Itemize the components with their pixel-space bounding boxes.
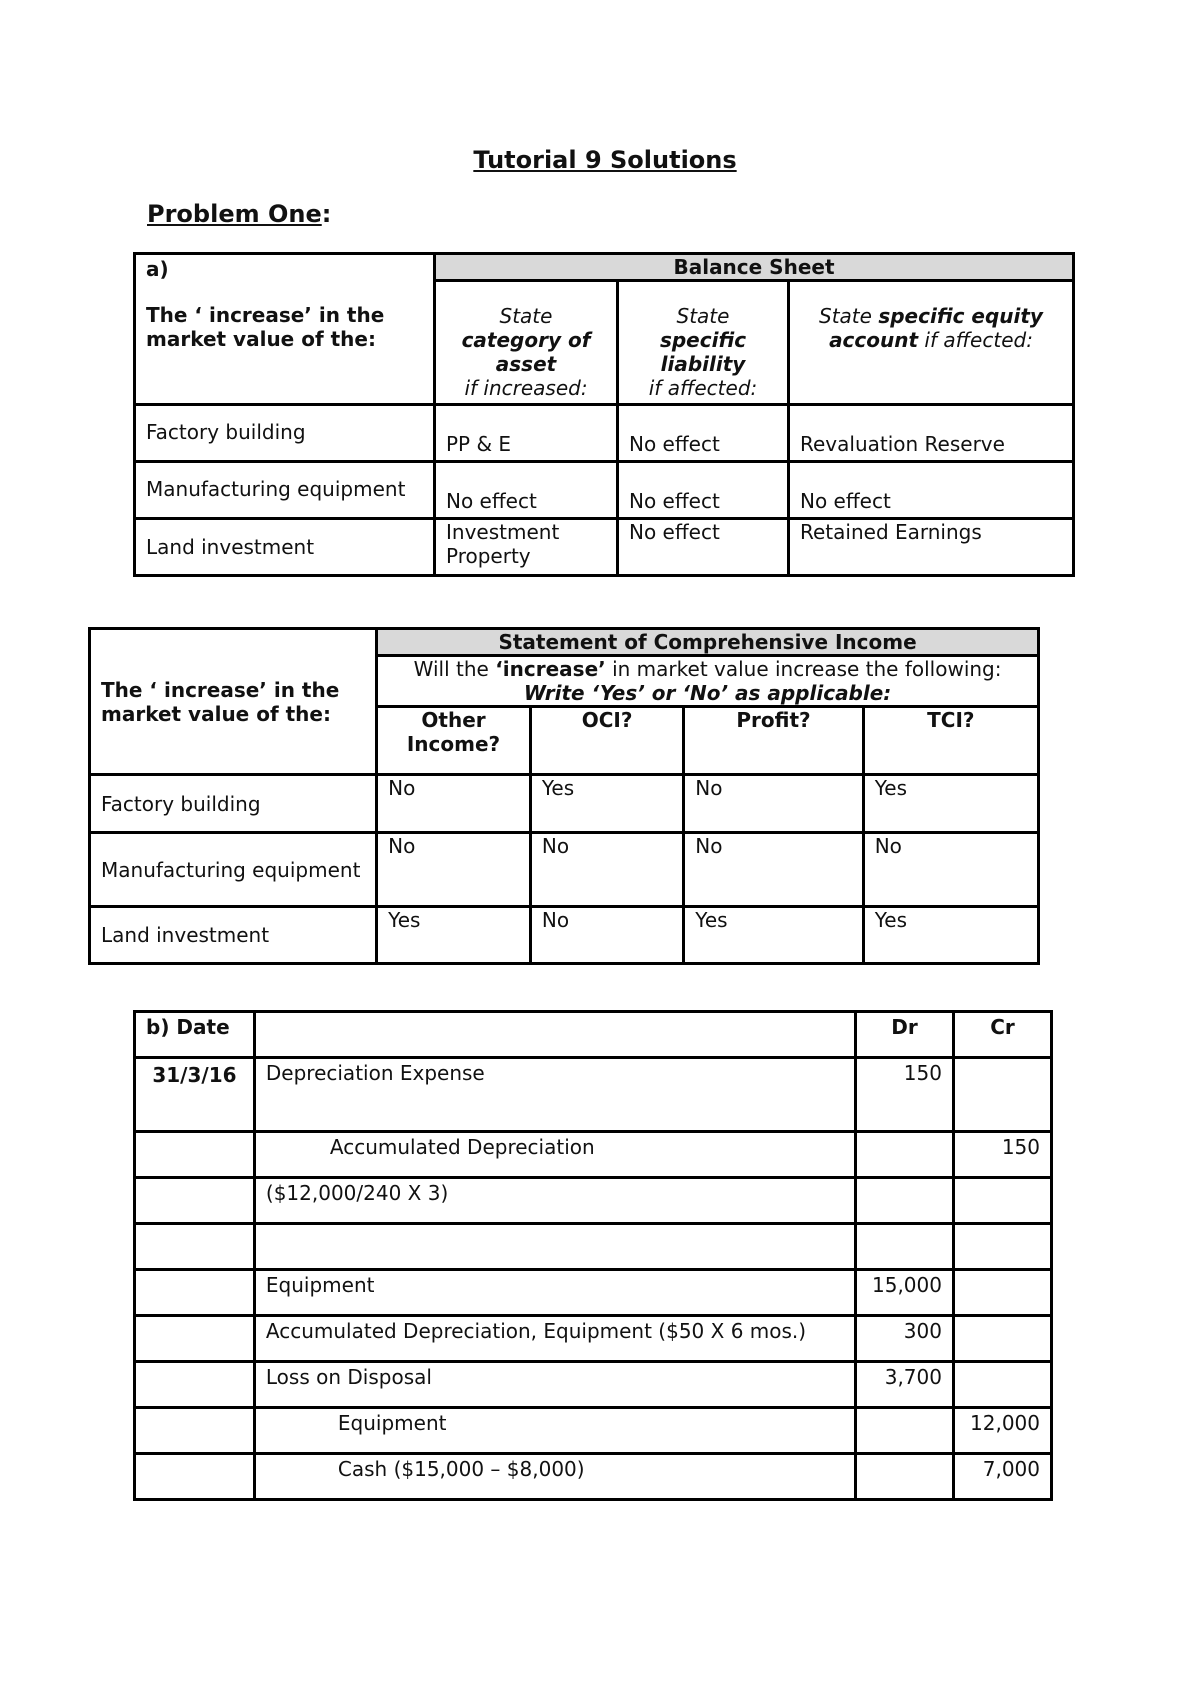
- bs-equity: Revaluation Reserve: [789, 405, 1074, 462]
- table-row: [135, 1224, 1052, 1270]
- table-row: [90, 907, 1039, 964]
- bs-asset: PP & E: [435, 405, 618, 462]
- sci-item: Manufacturing equipment: [90, 833, 377, 907]
- journal-header-row: [135, 1012, 1052, 1058]
- journal-cr: [953, 1058, 1051, 1132]
- sci-value: No: [863, 833, 1038, 907]
- sci-col-profit: Profit?: [684, 707, 863, 775]
- journal-dr: 300: [856, 1316, 954, 1362]
- journal-dr: [856, 1224, 954, 1270]
- sci-row-header: The ‘ increase’ in the market value of the:: [90, 629, 377, 775]
- journal-dr: [856, 1408, 954, 1454]
- journal-desc: Accumulated Depreciation: [254, 1132, 855, 1178]
- table-row: [135, 1362, 1052, 1408]
- journal-desc: Accumulated Depreciation, Equipment ($50 X 6 mos.): [254, 1316, 855, 1362]
- bs-col-equity: [789, 281, 1074, 405]
- table-row: [135, 1316, 1052, 1362]
- sci-value: No: [377, 775, 531, 833]
- journal-dr: 15,000: [856, 1270, 954, 1316]
- sci-value: Yes: [684, 907, 863, 964]
- bs-equity: Retained Earnings: [789, 519, 1074, 576]
- journal-desc-header: [254, 1012, 855, 1058]
- table-row: [135, 405, 1074, 462]
- journal-dr: [856, 1132, 954, 1178]
- sci-value: No: [530, 833, 683, 907]
- bs-liability: No effect: [618, 462, 789, 519]
- journal-cr: [953, 1178, 1051, 1224]
- sci-instruction: Write ‘Yes’ or ‘No’ as applicable:: [523, 681, 892, 705]
- bs-col-asset: [435, 281, 618, 405]
- journal-desc: Equipment: [254, 1408, 855, 1454]
- bs-row-header: The ‘ increase’ in the market value of the:: [146, 303, 385, 351]
- journal-date: [135, 1362, 255, 1408]
- bs-col-asset-c: if increased:: [464, 376, 588, 400]
- journal-dr: 150: [856, 1058, 954, 1132]
- bs-liability: No effect: [618, 405, 789, 462]
- journal-date: [135, 1408, 255, 1454]
- bs-col-liability-c: if affected:: [648, 376, 758, 400]
- journal-cr: 150: [953, 1132, 1051, 1178]
- bs-item: Factory building: [135, 405, 435, 462]
- table-row: [135, 519, 1074, 576]
- table-row: [90, 775, 1039, 833]
- journal-date: [135, 1132, 255, 1178]
- bs-heading: Balance Sheet: [435, 254, 1074, 281]
- journal-desc: Cash ($15,000 – $8,000): [254, 1454, 855, 1500]
- sci-value: Yes: [863, 775, 1038, 833]
- sci-value: Yes: [530, 775, 683, 833]
- table-row: [135, 1408, 1052, 1454]
- sci-item: Land investment: [90, 907, 377, 964]
- bs-liability: No effect: [618, 519, 789, 576]
- sci-question: Will the ‘increase’ in market value increase the following:: [413, 657, 1002, 681]
- table-row: [135, 1058, 1052, 1132]
- journal-desc: [254, 1224, 855, 1270]
- journal-desc: Depreciation Expense: [254, 1058, 855, 1132]
- table-row: [135, 1132, 1052, 1178]
- table-row: [135, 1270, 1052, 1316]
- journal-cr: [953, 1224, 1051, 1270]
- bs-col-asset-b: category of asset: [461, 328, 591, 376]
- journal-date: 31/3/16: [135, 1058, 255, 1132]
- table-row: [135, 1178, 1052, 1224]
- journal-date: [135, 1178, 255, 1224]
- sci-value: Yes: [377, 907, 531, 964]
- sci-question-cell: [377, 656, 1039, 707]
- journal-dr: [856, 1454, 954, 1500]
- sci-col-other-income: Other Income?: [377, 707, 531, 775]
- journal-table: [133, 1010, 1053, 1501]
- journal-desc: Loss on Disposal: [254, 1362, 855, 1408]
- journal-cr: 7,000: [953, 1454, 1051, 1500]
- table-row: [135, 1454, 1052, 1500]
- journal-date: [135, 1454, 255, 1500]
- journal-cr: [953, 1362, 1051, 1408]
- sci-col-tci: TCI?: [863, 707, 1038, 775]
- bs-row-header-cell: [135, 254, 435, 405]
- bs-col-liability-a: State: [676, 304, 730, 328]
- sci-value: No: [377, 833, 531, 907]
- journal-desc: Equipment: [254, 1270, 855, 1316]
- problem-label: Problem One: [147, 200, 322, 228]
- journal-cr: 12,000: [953, 1408, 1051, 1454]
- bs-col-equity-c: if affected:: [924, 328, 1033, 352]
- table-row: [90, 833, 1039, 907]
- journal-cr: [953, 1316, 1051, 1362]
- journal-date: [135, 1224, 255, 1270]
- journal-date-header: b) Date: [135, 1012, 255, 1058]
- balance-sheet-table: [133, 252, 1075, 577]
- sci-value: Yes: [863, 907, 1038, 964]
- journal-dr: [856, 1178, 954, 1224]
- bs-asset: No effect: [435, 462, 618, 519]
- sci-value: No: [684, 833, 863, 907]
- bs-item: Manufacturing equipment: [135, 462, 435, 519]
- sci-heading: Statement of Comprehensive Income: [377, 629, 1039, 656]
- journal-desc: ($12,000/240 X 3): [254, 1178, 855, 1224]
- journal-date: [135, 1270, 255, 1316]
- bs-col-asset-a: State: [499, 304, 553, 328]
- journal-dr: 3,700: [856, 1362, 954, 1408]
- table-row: [135, 462, 1074, 519]
- page-title: Tutorial 9 Solutions: [473, 146, 737, 174]
- journal-dr-header: Dr: [856, 1012, 954, 1058]
- journal-cr: [953, 1270, 1051, 1316]
- sci-col-oci: OCI?: [530, 707, 683, 775]
- journal-date: [135, 1316, 255, 1362]
- bs-equity: No effect: [789, 462, 1074, 519]
- bs-col-liability: [618, 281, 789, 405]
- sci-value: No: [684, 775, 863, 833]
- journal-cr-header: Cr: [953, 1012, 1051, 1058]
- sci-item: Factory building: [90, 775, 377, 833]
- bs-item: Land investment: [135, 519, 435, 576]
- sci-table: [88, 627, 1040, 965]
- bs-asset: Investment Property: [435, 519, 618, 576]
- part-a-label: a): [146, 257, 169, 281]
- bs-col-equity-b: specific equity account: [829, 304, 1043, 352]
- bs-col-liability-b: specific liability: [659, 328, 747, 376]
- sci-value: No: [530, 907, 683, 964]
- bs-col-equity-a: State: [819, 304, 872, 328]
- problem-colon: :: [321, 200, 332, 228]
- problem-heading: [147, 200, 331, 228]
